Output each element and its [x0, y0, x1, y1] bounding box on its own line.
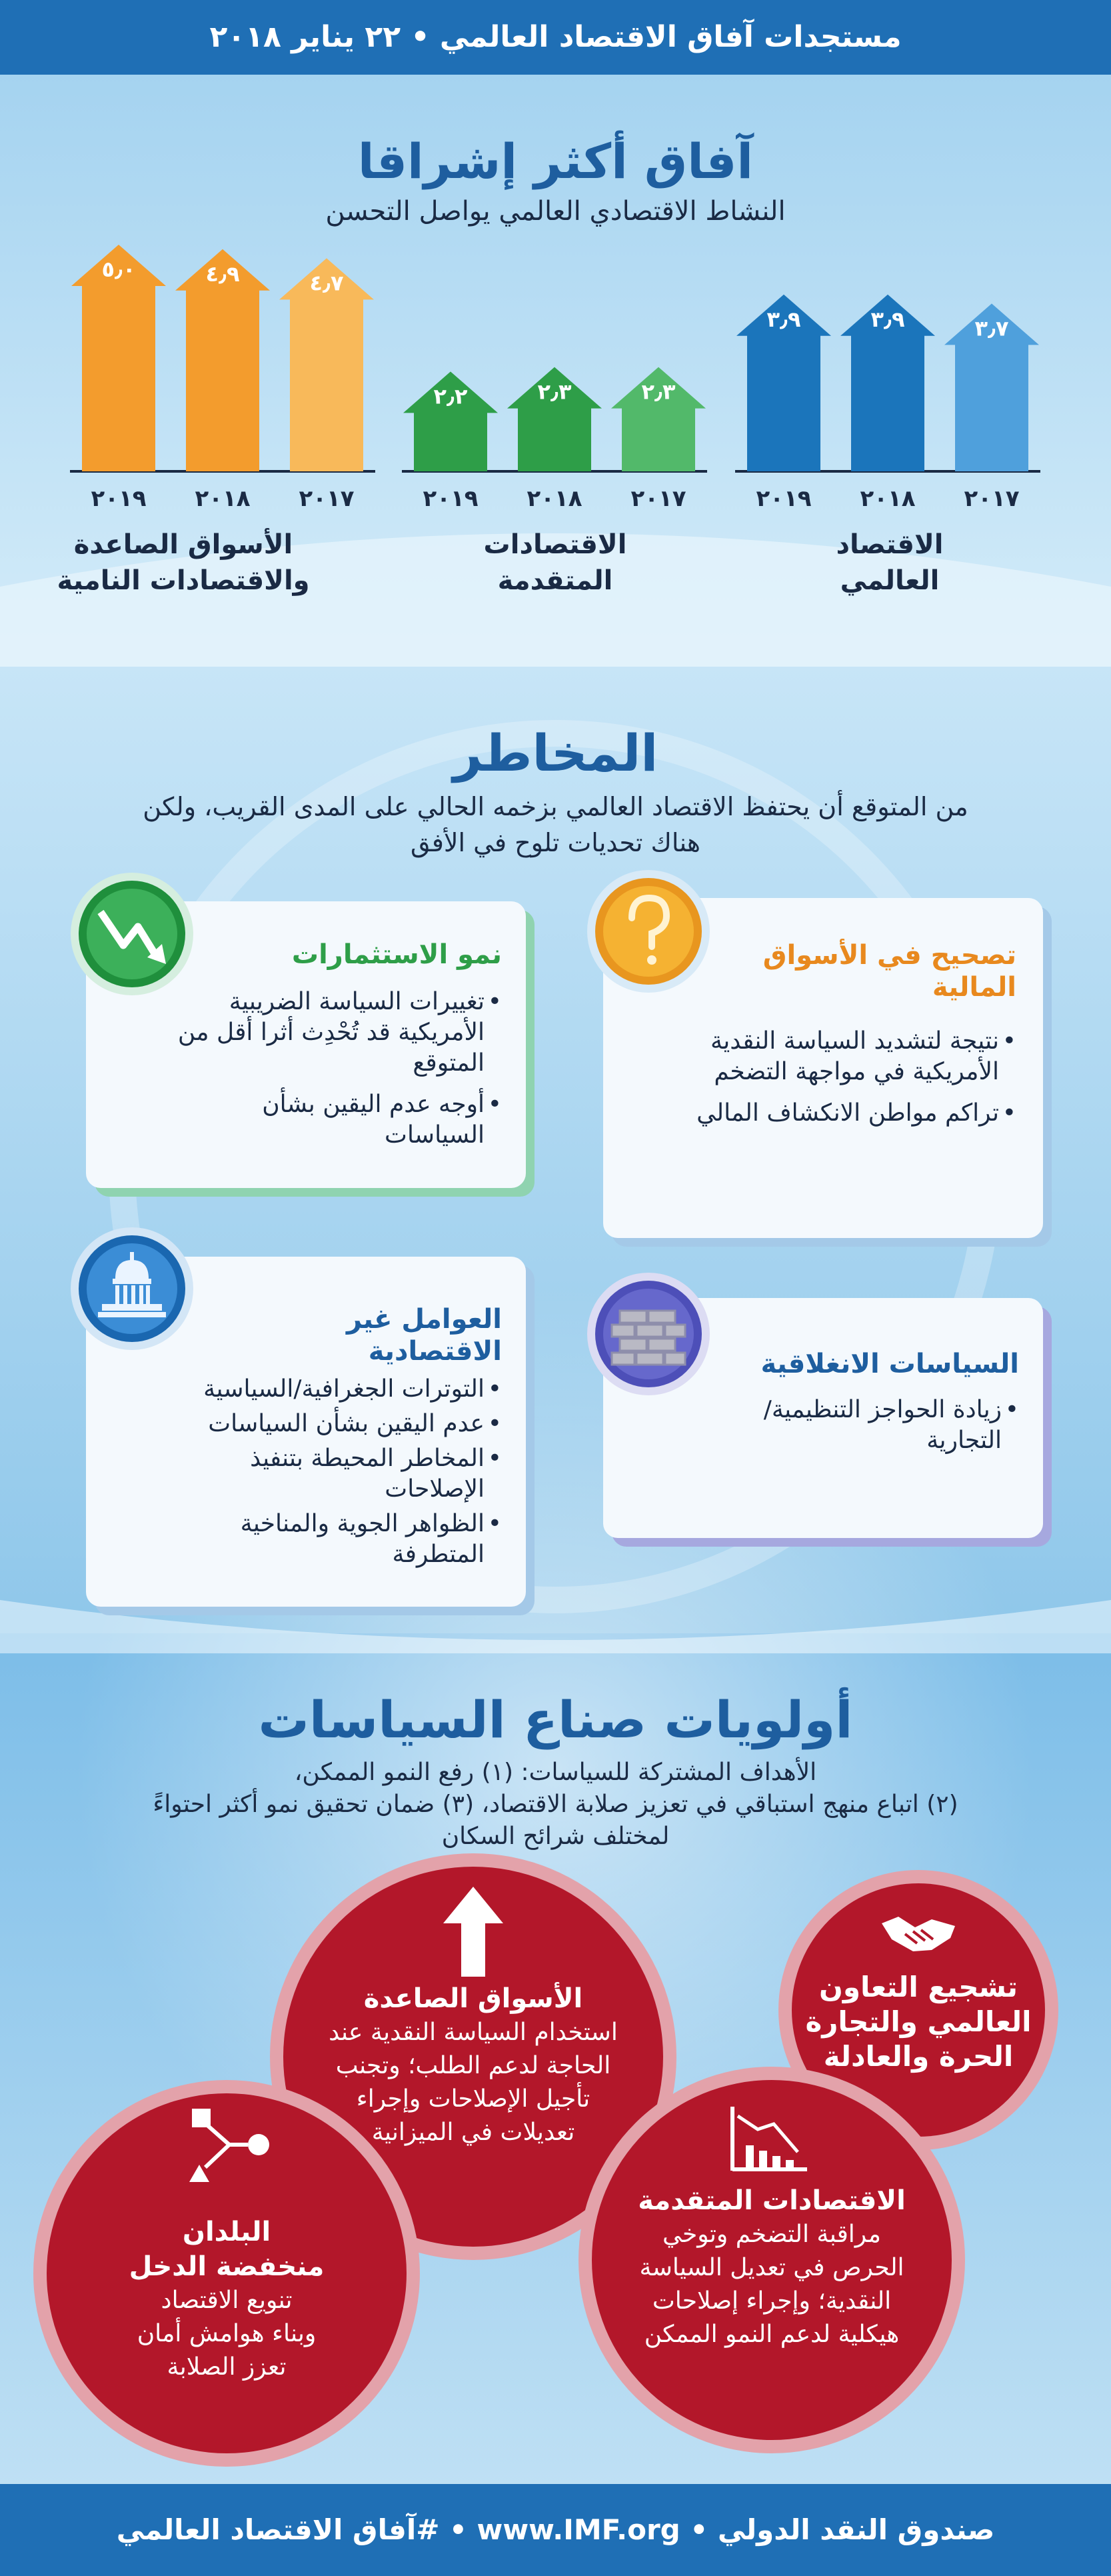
card-investment-item-2: • أوجه عدم اليقين بشأن السياسات [175, 1089, 502, 1151]
card-financial-item-1: • نتيجة لتشديد السياسة النقدية الأمريكية في مواجهة التضخم [656, 1026, 1016, 1087]
group-label-world-line2: العالمي [840, 565, 940, 596]
priorities-intro-line2: (٢) اتباع منهج استباقي في تعزيز صلابة الاقتصاد، (٣) ضمان تحقيق نمو أكثر احتواءً [153, 1791, 958, 1818]
up-arrow-icon [443, 1887, 503, 1977]
group-label-emerging-line2: والاقتصادات النامية [57, 565, 310, 596]
circle-advanced-text [592, 2183, 952, 2351]
circle-emerging-title: الأسواق الصاعدة [363, 1983, 583, 2014]
tick-label-world-1: ٢٠١٨ [860, 485, 916, 512]
group-label-advanced-line1: الاقتصادات [483, 529, 627, 560]
outlook-title: آفاق أكثر إشراقا [357, 133, 754, 189]
circle-cooperation-title-line1: تشجيع التعاون [819, 1971, 1018, 2003]
tick-label-emerging-2: ٢٠١٧ [299, 485, 355, 512]
circle-emerging-body-3: تأجيل الإصلاحات وإجراء [356, 2085, 590, 2113]
circle-cooperation-title-line3: الحرة والعادلة [823, 2040, 1014, 2073]
risks-intro-line1: من المتوقع أن يحتفظ الاقتصاد العالمي بزخمه الحالي على المدى القريب، ولكن [143, 792, 968, 821]
card-financial-list [656, 1026, 1016, 1139]
card-noneconomic-item-3: • المخاطر المحيطة بتنفيذ الإصلاحات [155, 1443, 502, 1505]
card-noneconomic-item-2: • عدم اليقين بشأن السياسات [155, 1409, 502, 1439]
bar-chart-icon [728, 2107, 808, 2173]
priorities-intro-line1: الأهداف المشتركة للسياسات: (١) رفع النمو الممكن، [294, 1759, 817, 1786]
card-protectionism-list [699, 1395, 1019, 1467]
tick-label-advanced-2: ٢٠١٧ [630, 485, 686, 512]
card-financial-title-line2: المالية [932, 972, 1016, 1003]
priorities-title: أولويات صناع السياسات [258, 1690, 853, 1749]
network-icon [180, 2103, 273, 2183]
bar-label-emerging-0: ٥٫٠ [101, 257, 136, 282]
bar-label-advanced-1: ٢٫٣ [537, 379, 572, 405]
risks-intro [0, 789, 1111, 861]
priorities-intro-line3: لمختلف شرائح السكان [441, 1823, 670, 1850]
bar-label-world-2: ٣٫٧ [974, 315, 1009, 341]
card-protectionism-item-1: • زيادة الحواجز التنظيمية/ التجارية [699, 1395, 1019, 1456]
header-bar [0, 0, 1111, 75]
header-title: مستجدات آفاق الاقتصاد العالمي • ٢٢ يناير ٢٠١٨ [209, 20, 902, 54]
card-noneconomic-item-1: • التوترات الجغرافية/السياسية [155, 1374, 502, 1405]
card-investment-item-1: • تغييرات السياسة الضريبية الأمريكية قد تُحْدِث أثرا أقل من المتوقع [175, 987, 502, 1079]
declining-chart-icon [69, 871, 195, 997]
tick-label-world-0: ٢٠١٩ [756, 485, 812, 512]
card-protectionism-title-line1: السياسات الانغلاقية [760, 1349, 1019, 1379]
brick-wall-icon [585, 1271, 712, 1397]
circle-advanced-title: الاقتصادات المتقدمة [638, 2185, 906, 2216]
card-financial-title-line1: تصحيح في الأسواق [762, 940, 1016, 971]
circle-lowincome-title-line2: منخفضة الدخل [129, 2251, 325, 2282]
circle-lowincome-text [47, 2215, 407, 2384]
bar-label-advanced-0: ٢٫٢ [433, 383, 468, 409]
footer-text: صندوق النقد الدولي • www.IMF.org • #آفاق الاقتصاد العالمي [116, 2513, 995, 2546]
group-label-world [736, 527, 1043, 599]
group-label-advanced-line2: المتقدمة [497, 565, 613, 596]
circle-advanced-body-2: الحرص في تعديل السياسة [639, 2254, 904, 2281]
priorities-intro [0, 1757, 1111, 1853]
card-noneconomic-list [155, 1374, 502, 1574]
risks-title: المخاطر [453, 723, 658, 783]
circle-lowincome-body-1: تنويع الاقتصاد [161, 2287, 293, 2314]
risks-intro-line2: هناك تحديات تلوح في الأفق [411, 828, 700, 857]
group-label-emerging-line1: الأسواق الصاعدة [73, 529, 293, 560]
footer-bar [0, 2484, 1111, 2576]
circle-emerging-body-1: استخدام السياسة النقدية عند [329, 2019, 618, 2046]
circle-advanced-body-3: النقدية؛ وإجراء إصلاحات [652, 2287, 892, 2315]
bar-label-advanced-2: ٢٫٣ [641, 379, 676, 405]
circle-advanced-body-4: هيكلية لدعم النمو الممكن [644, 2321, 900, 2348]
card-noneconomic-title-line2: الاقتصادية [368, 1336, 502, 1367]
circle-emerging-body-2: الحاجة لدعم الطلب؛ وتجنب [335, 2052, 611, 2079]
card-investment-title [222, 939, 502, 971]
tick-label-world-2: ٢٠١٧ [964, 485, 1020, 512]
card-investment-title-line1: نمو الاستثمارات [291, 939, 502, 970]
outlook-bar-chart [0, 227, 1111, 520]
circle-advanced-body-1: مراقبة التضخم وتوخي [662, 2221, 881, 2248]
circle-cooperation-text [792, 1970, 1045, 2074]
circle-cooperation-title-line2: العالمي والتجارة [805, 2005, 1032, 2038]
card-financial-item-2: • تراكم مواطن الانكشاف المالي [656, 1098, 1016, 1129]
capitol-building-icon [69, 1225, 195, 1352]
group-label-world-line1: الاقتصاد [836, 529, 944, 560]
card-financial-title [736, 939, 1016, 1003]
tick-label-advanced-0: ٢٠١٩ [423, 485, 479, 512]
circle-lowincome-title-line1: البلدان [182, 2217, 271, 2247]
group-label-emerging [30, 527, 337, 599]
tick-label-emerging-1: ٢٠١٨ [195, 485, 251, 512]
card-investment-list [175, 987, 502, 1161]
card-noneconomic-title [222, 1303, 502, 1367]
card-protectionism-title [699, 1348, 1019, 1380]
circle-lowincome-body-2: وبناء هوامش أمان [137, 2320, 317, 2347]
card-noneconomic-title-line1: العوامل غير [346, 1304, 502, 1335]
tick-label-emerging-0: ٢٠١٩ [91, 485, 147, 512]
handshake-icon [878, 1903, 958, 1963]
bar-label-emerging-1: ٤٫٩ [205, 261, 240, 287]
circle-emerging-body-4: تعديلات في الميزانية [371, 2119, 575, 2146]
outlook-subtitle: النشاط الاقتصادي العالمي يواصل التحسن [325, 196, 786, 227]
card-noneconomic-item-4: • الظواهر الجوية والمناخية المتطرفة [155, 1509, 502, 1570]
bar-label-emerging-2: ٤٫٧ [309, 270, 344, 296]
tick-label-advanced-1: ٢٠١٨ [527, 485, 582, 512]
question-icon [585, 868, 712, 995]
bar-label-world-1: ٣٫٩ [870, 306, 905, 332]
circle-lowincome-body-3: تعزز الصلابة [167, 2353, 287, 2381]
group-label-advanced [402, 527, 708, 599]
bar-label-world-0: ٣٫٩ [766, 306, 801, 332]
